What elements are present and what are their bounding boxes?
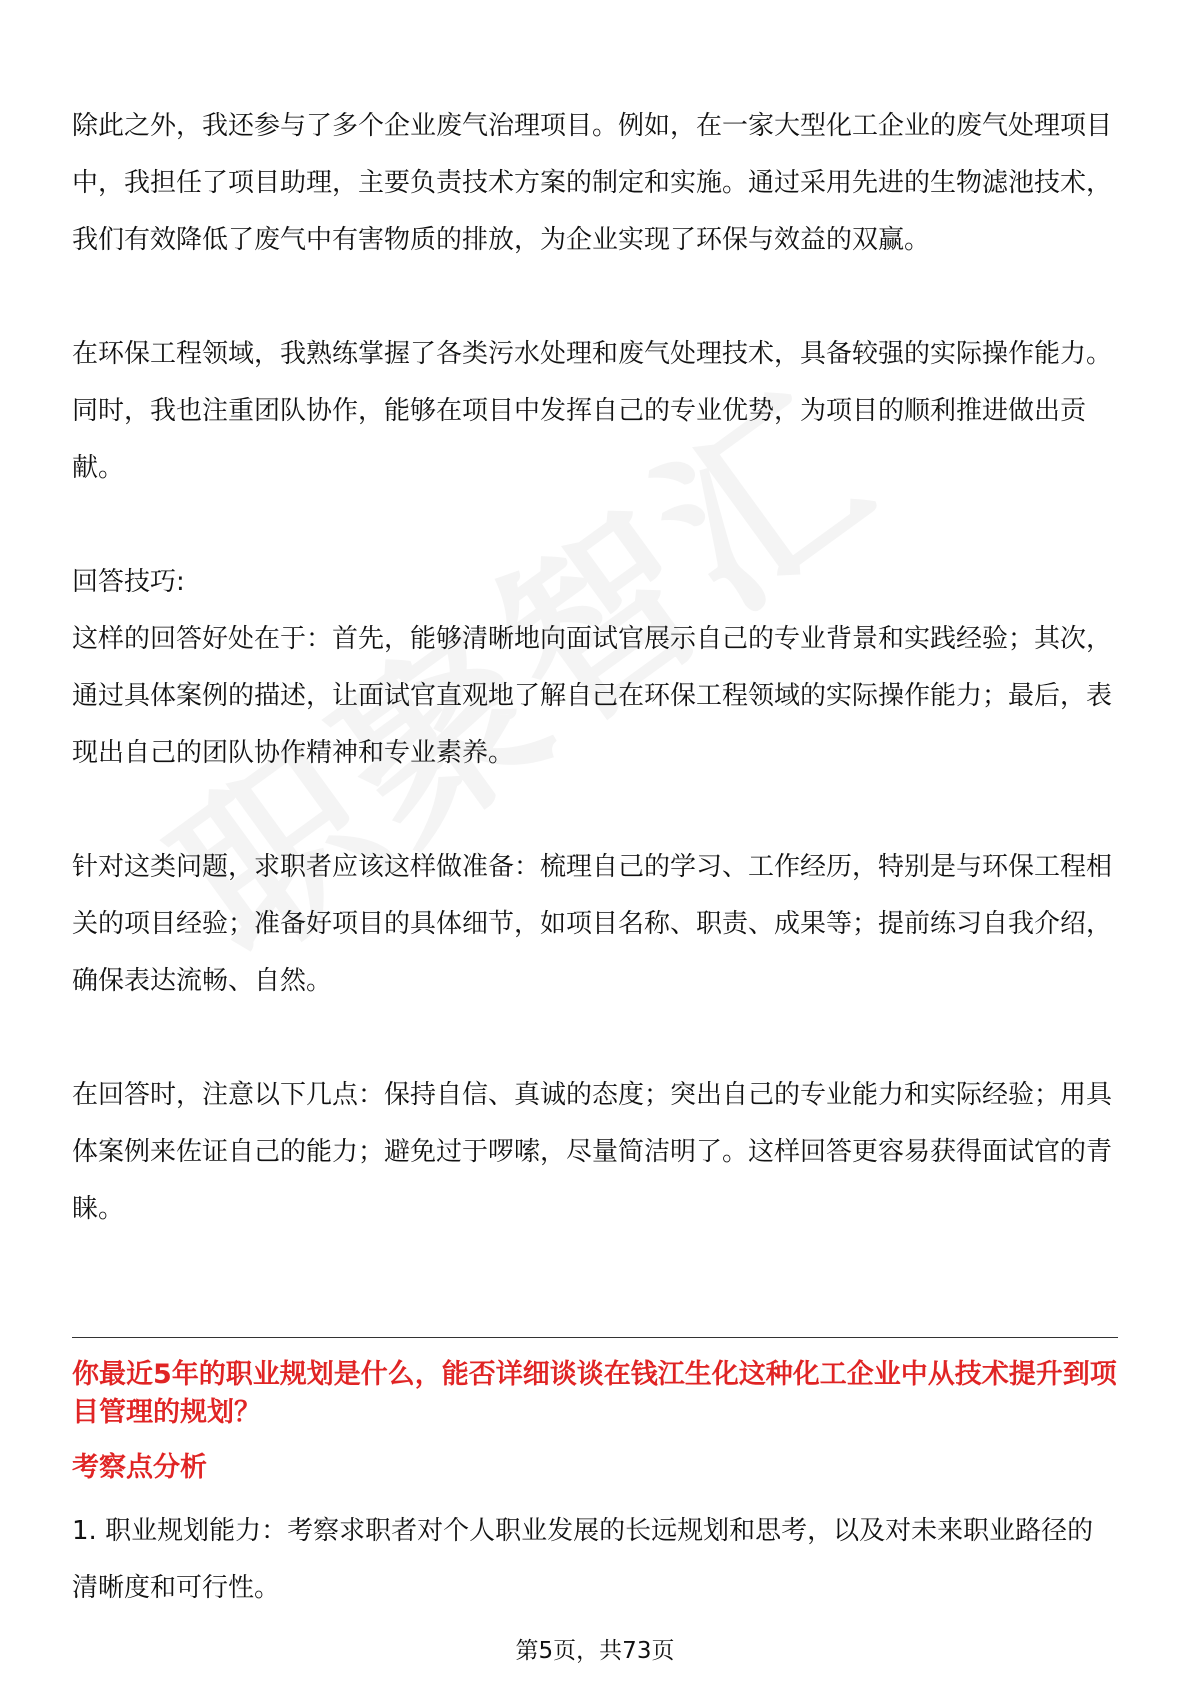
tips-paragraph-3: 在回答时，注意以下几点：保持自信、真诚的态度；突出自己的专业能力和实际经验；用具体案例来佐证自己的能力；避免过于啰嗦，尽量简洁明了。这样回答更容易获得面试官的青睐。 xyxy=(72,1080,1113,1224)
tips-paragraph-2: 针对这类问题，求职者应该这样做准备：梳理自己的学习、工作经历，特别是与环保工程相关的项目经验；准备好项目的具体细节，如项目名称、职责、成果等；提前练习自我介绍，确保表达流畅、自然。 xyxy=(72,852,1113,996)
tips-label: 回答技巧: xyxy=(72,567,185,597)
section-divider xyxy=(72,1337,1118,1338)
document-content xyxy=(72,98,1118,1238)
paragraph-1: 除此之外，我还参与了多个企业废气治理项目。例如，在一家大型化工企业的废气处理项目中，我担任了项目助理，主要负责技术方案的制定和实施。通过采用先进的生物滤池技术，我们有效降低了废气中有害物质的排放，为企业实现了环保与效益的双赢。 xyxy=(72,111,1113,255)
page-number: 第5页，共73页 xyxy=(515,1638,675,1664)
paragraph-2: 在环保工程领域，我熟练掌握了各类污水处理和废气处理技术，具备较强的实际操作能力。同时，我也注重团队协作，能够在项目中发挥自己的专业优势，为项目的顺利推进做出贡献。 xyxy=(72,339,1113,483)
question-heading: 你最近5年的职业规划是什么，能否详细谈谈在钱江生化这种化工企业中从技术提升到项目管理的规划？ xyxy=(72,1359,1117,1428)
tips-paragraph-1: 这样的回答好处在于：首先，能够清晰地向面试官展示自己的专业背景和实践经验；其次，通过具体案例的描述，让面试官直观地了解自己在环保工程领域的实际操作能力；最后，表现出自己的团队协作精神和专业素养。 xyxy=(72,624,1113,768)
analysis-title: 考察点分析 xyxy=(72,1452,207,1483)
analysis-item-1: 1. 职业规划能力：考察求职者对个人职业发展的长远规划和思考，以及对未来职业路径的清晰度和可行性。 xyxy=(72,1516,1094,1603)
